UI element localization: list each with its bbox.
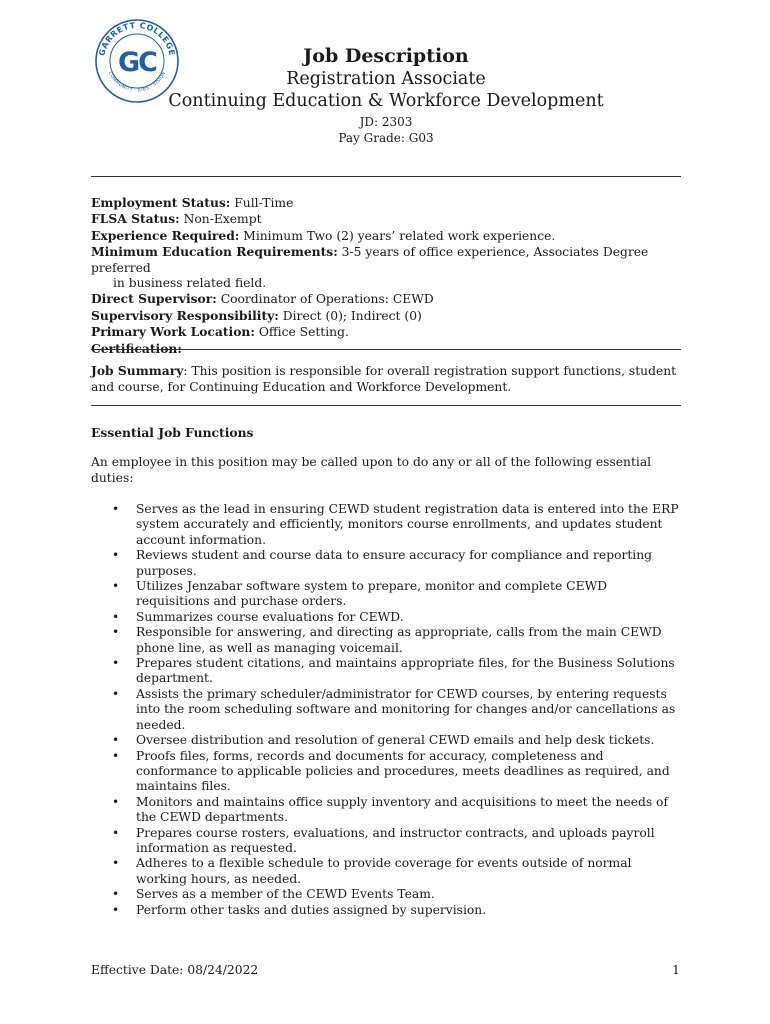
bullet-icon: • [112, 686, 120, 701]
list-item: • Utilizes Jenzabar software system to prepare, monitor and complete CEWD requisitions and purchase orders. [112, 579, 608, 609]
essential-duties-list [112, 502, 682, 918]
bullet-icon: • [112, 748, 120, 763]
bullet-icon: • [112, 794, 120, 809]
detail-employment-status: Employment Status: Full-Time [91, 195, 294, 210]
detail-experience: Experience Required: Minimum Two (2) years’ related work experience. [91, 227, 556, 243]
list-item: • Reviews student and course data to ensure accuracy for compliance and reporting purposes. [112, 548, 653, 578]
job-summary-label: Job Summary [91, 363, 184, 378]
list-item: • Serves as a member of the CEWD Events Team. [112, 887, 435, 902]
detail-certification: Certification: [91, 340, 182, 356]
page-number: 1 [672, 963, 680, 977]
bullet-icon: • [112, 502, 120, 516]
bullet-icon: • [112, 902, 120, 917]
divider-summary [91, 405, 681, 406]
bullet-icon: • [112, 733, 120, 748]
bullet-icon: • [112, 656, 120, 671]
document-header [90, 44, 682, 146]
list-item: • Adheres to a flexible schedule to provide coverage for events outside of normal working hours, as needed. [112, 856, 632, 886]
logo-initials: GC [118, 47, 156, 78]
list-item: • Oversee distribution and resolution of general CEWD emails and help desk tickets. [112, 733, 655, 748]
list-item: • Monitors and maintains office supply inventory and acquisitions to meet the needs of the CEWD departments. [112, 794, 669, 825]
bullet-icon: • [112, 548, 120, 563]
detail-flsa-status: FLSA Status: Non-Exempt [91, 211, 262, 227]
bullet-icon: • [112, 609, 120, 624]
logo-motto-text: COMMUNITY · JOBS · VISION [106, 71, 168, 94]
list-item: • Summarizes course evaluations for CEWD. [112, 609, 404, 624]
bullet-icon: • [112, 887, 120, 902]
job-summary [91, 363, 683, 395]
list-item: • Serves as the lead in ensuring CEWD student registration data is entered into the ERP system accurately and efficiently, monitors course enrollments, and updates student account information. [112, 502, 679, 547]
list-item: • Prepares student citations, and maintains appropriate files, for the Business Solutions department. [112, 656, 675, 686]
detail-supervisory-responsibility: Supervisory Responsibility: Direct (0); Indirect (0) [91, 307, 422, 323]
detail-direct-supervisor: Direct Supervisor: Coordinator of Operations: CEWD [91, 291, 434, 307]
essential-functions-heading: Essential Job Functions [91, 425, 254, 440]
logo-ring-text: GARRETT COLLEGE [97, 20, 177, 57]
list-item: • Proofs files, forms, records and documents for accuracy, completeness and conformance to applicable policies and procedures, meets deadlines as required, and maintains files. [112, 748, 670, 794]
pay-grade: Pay Grade: G03 [338, 131, 434, 145]
divider-details [91, 349, 681, 350]
job-code: JD: 2303 [359, 115, 413, 129]
job-summary-text: : This position is responsible for overall registration support functions, student and course, for Continuing Education and Workforce Development. [91, 364, 677, 394]
bullet-icon: • [112, 856, 120, 871]
bullet-icon: • [112, 625, 120, 640]
effective-date: Effective Date: 08/24/2022 [91, 963, 259, 977]
job-details [91, 195, 683, 357]
detail-education-continuation: in business related field. [113, 276, 267, 291]
list-item: • Assists the primary scheduler/administrator for CEWD courses, by entering requests into the room scheduling software and monitoring for changes and/or cancellations as needed. [112, 686, 676, 732]
list-item: • Responsible for answering, and directing as appropriate, calls from the main CEWD phone line, as well as managing voicemail. [112, 625, 662, 655]
list-item: • Prepares course rosters, evaluations, and instructor contracts, and uploads payroll information as requested. [112, 825, 655, 855]
list-item: • Perform other tasks and duties assigned by supervision. [112, 902, 487, 917]
detail-education: Minimum Education Requirements: 3-5 years of office experience, Associates Degree preferred [91, 244, 649, 275]
bullet-icon: • [112, 579, 120, 594]
department-name: Continuing Education & Workforce Development [168, 91, 604, 111]
essential-functions-intro: An employee in this position may be called upon to do any or all of the following essential duties: [91, 455, 652, 485]
bullet-icon: • [112, 825, 120, 840]
divider-header [91, 176, 681, 177]
position-title: Registration Associate [286, 69, 486, 89]
document-title: Job Description [303, 45, 469, 67]
detail-work-location: Primary Work Location: Office Setting. [91, 324, 349, 340]
